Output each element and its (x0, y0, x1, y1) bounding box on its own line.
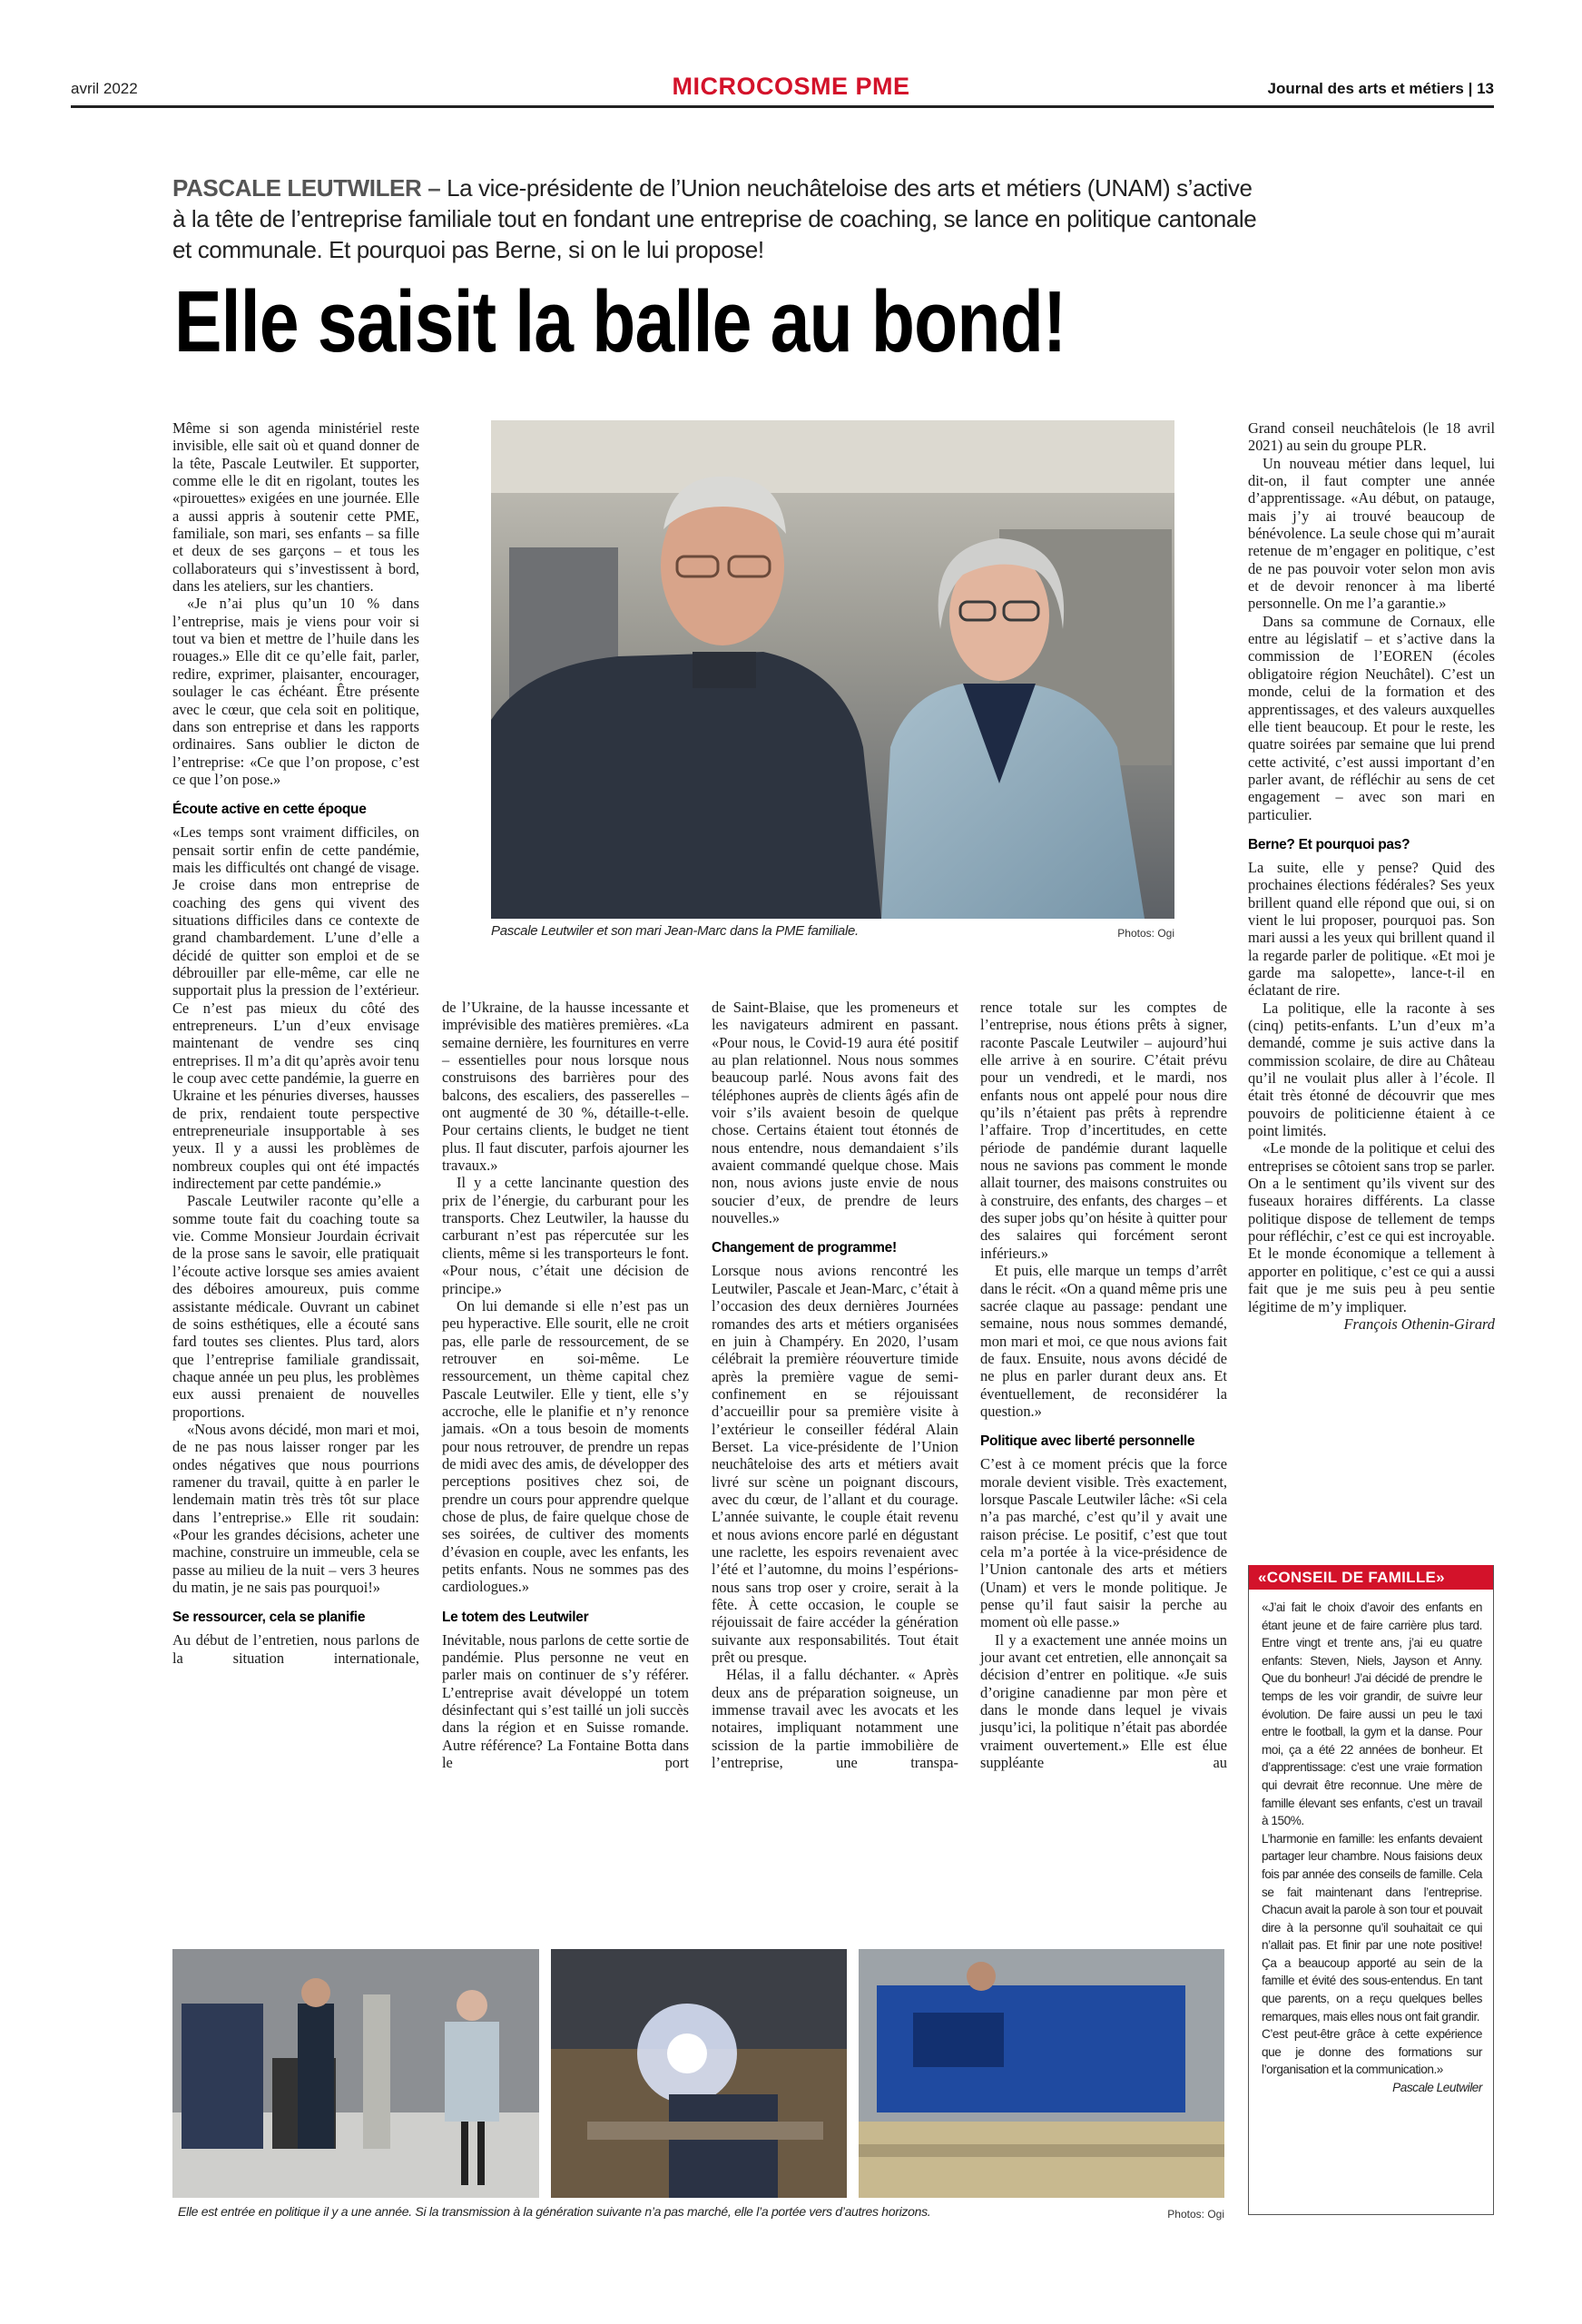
body-paragraph: Un nouveau métier dans lequel, lui dit-on, il faut compter une année d’apprentissage. «Au début, on patauge, mais j’y ai trouvé beaucoup de bénévolence. La seule chose qui m’aurait retenue de m’engager en politique, c’est de ne pas pouvoir voter selon mon avis et de devoir renoncer à ma liberté personnelle. On me l’a garantie.» (1248, 454, 1495, 613)
body-paragraph: Grand conseil neuchâtelois (le 18 avril 2021) au sein du groupe PLR. (1248, 419, 1495, 455)
body-paragraph: «Je n’ai plus qu’un 10 % dans l’entreprise, mais je viens pour voir si tout va bien et mettre de l’huile dans les rouages.» Elle dit ce qu’elle fait, parler, redire, exprimer, plaisanter, encourager, soulager le cas échéant. Être présente avec le cœur, que cela soit en politique, dans son entreprise et dans les rapports ordinaires. Sans oublier le dicton de l’entreprise: «Ce que l’on propose, c’est ce que l’on pose.» (172, 595, 419, 788)
column-4 (980, 999, 1227, 1771)
body-paragraph: Il y a cette lancinante question des prix de l’énergie, du carburant pour les transports. Chez Leutwiler, la hausse du carburant n’est pas répercutée sur les clients, même si les transporteurs le font. «Pour nous, c’était une décision de principe.» (442, 1174, 689, 1297)
sidebar-title: «CONSEIL DE FAMILLE» (1249, 1565, 1493, 1590)
section-heading: Le totem des Leutwiler (442, 1609, 589, 1625)
section-heading: Écoute active en cette époque (172, 802, 367, 818)
section-title: MICROCOSME PME (672, 73, 910, 100)
body-paragraph: Au début de l’entretien, nous parlons de la situation internationale, (172, 1631, 419, 1667)
article-author: François Othenin-Girard (1343, 1315, 1495, 1333)
body-paragraph: de l’Ukraine, de la hausse incessante et imprévisible des matières premières. «La semaine dernière, les fournitures en verre – essentielles pour nous lorsque nous construisons des barrières pour des balcons, des escaliers, des passerelles – ont augmenté de 30 %, détaille-t-elle. Pour certains clients, le budget ne tient plus. Il faut discuter, parfois ajourner les travaux.» (442, 999, 689, 1175)
body-paragraph: Pascale Leutwiler raconte qu’elle a somme toute fait du coaching toute sa vie. Comme Monsieur Jourdain écrivait de la prose sans le savoir, elle pratiquait l’écoute active lorsque ses amies avaient des déboires amoureux, puis comme assistante médicale. Ouvrant un cabinet de soins esthétiques, elle a écouté sans fard toutes ses clientes. Plus tard, alors que l’entreprise familiale grandissait, chaque année un peu plus, les problèmes eux aussi prenaient de nouvelles proportions. (172, 1192, 419, 1421)
section-heading: Politique avec liberté personnelle (980, 1433, 1195, 1450)
lead-text: La vice-présidente de l’Union neuchâteloise des arts et métiers (UNAM) s’active à la tête de l’entreprise familiale tout en fondant une entreprise de coaching, se lance en politique cantonale et communale. Et pourquoi pas Berne, si on le lui propose! (172, 174, 1257, 263)
column-5 (1248, 419, 1495, 1333)
column-1 (172, 419, 419, 1667)
body-paragraph: Même si son agenda ministériel reste invisible, elle sait où et quand donner de la tête, Pascale Leutwiler. Et supporter, comme elle le dit en rigolant, toutes les «pirouettes» exigées en une journée. Elle a aussi appris à soutenir cette PME, familiale, son mari, ses enfants – sa fille et deux de ses garçons – et tous les collaborateurs qui s’investissent à bord, dans les ateliers, sur les chantiers. (172, 419, 419, 596)
article-title: Elle saisit la balle au bond! (174, 273, 1066, 370)
body-paragraph: Et puis, elle marque un temps d’arrêt dans le récit. «On a quand même pris une sacrée claque au passage: pendant une semaine, nous nous sommes demandé, mon mari et moi, ce que nous avions fait de faux. Ensuite, nous avons décidé de ne plus en parler durant deux ans. Et éventuellement, de reconsidérer la question.» (980, 1262, 1227, 1420)
body-paragraph: La suite, elle y pense? Quid des prochaines élections fédérales? Ses yeux brillent quand elle répond que oui, si on vient le lui proposer, pourquoi pas. Son mari aussi a les yeux qui brillent quand il la regarde parler de politique. «Et moi je garde ma salopette», lance-t-il en éclatant de rire. (1248, 858, 1495, 1000)
body-paragraph: Inévitable, nous parlons de cette sortie de pandémie. Plus personne ne veut en parler mais on continuer de s’y référer. L’entreprise avait développé un totem désinfectant qui s’est taillé un joli succès dans la région et en Suisse romande. Autre référence? La Fontaine Botta dans le port (442, 1630, 689, 1772)
journal-name: Journal des arts et métiers (1267, 80, 1464, 97)
body-paragraph: Lorsque nous avions rencontré les Leutwiler, Pascale et Jean-Marc, c’était à l’occasion des deux dernières Journées romandes des arts et métiers organisées en juin à Champéry. En 2020, l’usam célébrait la première réouverture timide après la première vague de semi-confinement en se réjouissant d’accueillir pour sa première visite à l’extérieur le conseiller fédéral Alain Berset. La vice-présidente de l’Union neuchâteloise des arts et métiers avait livré sur scène un poignant discours, avec du cœur, de l’allant et du courage. L’année suivante, le couple était revenu et nous avions encore parlé en dégustant une raclette, les espoirs revenaient avec l’été et l’automne, du moins l’espérions-nous sans trop oser y croire, serait à la fête. À cette occasion, le couple se réjouissait de faire accéder la génération suivante aux responsabilités. Tout était prêt ou presque. (712, 1262, 958, 1667)
sidebar-box (1248, 1565, 1494, 2215)
body-paragraph: «Les temps sont vraiment difficiles, on pensait sortir enfin de cette pandémie, mais les difficultés ont changé de visage. Je croise dans mon entreprise de coaching des gens qui vivent des situations difficiles dans ce contexte de grand chambardement. L’une d’elle a décidé de quitter son emploi et de se débrouiller par elle-même, car elle ne supportait plus la pression de l’extérieur. Ce n’est pas mieux du côté des entrepreneurs. L’un d’eux envisage maintenant de vendre ses cinq entreprises. Il m’a dit qu’après avoir tenu le coup avec cette pandémie, la guerre en Ukraine et les pénuries diverses, hausses de prix, rendaient toute perspective entrepreneuriale insupportable à ses yeux. Il y a aussi les problèmes de nombreux couples qui ont été impactés indirectement par cette pandémie.» (172, 823, 419, 1193)
body-paragraph: «Le monde de la politique et celui des entreprises se côtoient sans trop se parler. On a le sentiment qu’ils vivent sur des fuseaux horaires différents. La classe politique dispose de tellement de temps pour réfléchir, c’est ce qui est incroyable. Et le monde économique a tellement à apporter en politique, c’est ce qui a aussi fait que je me suis peu à peu sentie légitime de m’y impliquer. (1248, 1139, 1495, 1315)
body-paragraph: Dans sa commune de Cornaux, elle entre au législatif – et s’active dans la commission de l’EOREN (écoles obligatoire région Neuchâtel). C’est un monde, celui de la formation et des apprentissages, et des valeurs auxquelles elle tient beaucoup. Et pour le reste, les quatre soirées par semaine que lui prend cette activité, c’est aussi important d’en parler avant, de réfléchir au sens de cet engagement – avec son mari en particulier. (1248, 612, 1495, 823)
body-paragraph: La politique, elle la raconte à ses (cinq) petits-enfants. L’un d’eux m’a demandé, comme je suis active dans la commission scolaire, de dire au Château qu’il ne voulait plus aller à l’école. Il était très étonné de découvrir que mes pouvoirs de politicienne étaient à ce point limités. (1248, 999, 1495, 1140)
page-number: 13 (1477, 80, 1494, 97)
body-paragraph: On lui demande si elle n’est pas un peu hyperactive. Elle sourit, elle ne croit pas, elle parle de ressourcement, de se retrouver en soi-même. Le ressourcement, un thème capital chez Pascale Leutwiler. Elle y tient, elle s’y accroche, elle le planifie et n’y renonce jamais. «On a tous besoin de moments pour nous retrouver, de prendre un repas de midi avec des amis, de développer des perceptions positives chez soi, de prendre un cours pour apprendre quelque chose de plus, de faire quelque chose de ses soirées, de cultiver des moments d’évasion en couple, avec les enfants, les petits enfants. Nous ne sommes pas des cardiologues.» (442, 1296, 689, 1596)
sidebar-paragraph: C’est peut-être grâce à cette expérience que je donne des formations sur l’organisation et la communication.» (1262, 2027, 1482, 2077)
bottom-photo-workshop (172, 1949, 539, 2198)
section-heading: Berne? Et pourquoi pas? (1248, 836, 1410, 852)
section-heading: Se ressourcer, cela se planifie (172, 1610, 366, 1626)
header-rule (71, 105, 1494, 108)
issue-date: avril 2022 (71, 80, 138, 97)
body-paragraph: rence totale sur les comptes de l’entreprise, nous étions prêts à signer, raconte Pascale Leutwiler – aujourd’hui elle arrive à en sourire. C’était prévu pour un vendredi, et le mardi, nos enfants nous ont appelé pour nous dire qu’ils n’étaient pas prêts à reprendre l’affaire. Trop d’incertitudes, en cette période de pandémie durant laquelle nous ne savions pas comment le monde allait tourner, des maisons construites ou à construire, des enfants, des charges – et des super jobs qu’on hésite à quitter pour des salaires qui forcément seront inférieurs.» (980, 999, 1227, 1262)
column-3 (712, 999, 958, 1771)
main-photo (491, 420, 1174, 919)
section-heading: Changement de programme! (712, 1240, 897, 1256)
sidebar-author: Pascale Leutwiler (1392, 2081, 1482, 2095)
column-2 (442, 999, 689, 1771)
bottom-photos-credit: Photos: Ogi (1167, 2208, 1224, 2221)
bottom-photos-caption: Elle est entrée en politique il y a une année. Si la transmission à la génération suivante n’a pas marché, elle l’a portée vers d’autres horizons. (178, 2204, 931, 2219)
lead-name: PASCALE LEUTWILER – (172, 174, 441, 202)
body-paragraph: de Saint-Blaise, que les promeneurs et les navigateurs admirent en passant. «Pour nous, le Covid-19 aura été positif au plan relationnel. Nous nous sommes beaucoup parlé. Nous avons fait des téléphones auprès de clients âgés afin de voir s’ils avaient besoin de quelque chose. Certains étaient tout étonnés de nous entendre, nous demandaient s’ils avaient commandé quelque chose. Mais non, nous avions juste envie de nous soucier d’eux, de prendre de leurs nouvelles.» (712, 999, 958, 1227)
sidebar-paragraph: L’harmonie en famille: les enfants devaient partager leur chambre. Nous faisions deux fois par année des conseils de famille. Cela se fait maintenant dans l’entreprise. Chacun avait la parole à son tour et pouvait dire à la personne qu’il souhaitait ce qui n’allait pas. Et finir par une note positive! Ça a beaucoup apporté au sein de la famille et évité des sous-entendus. En tant que parents, on a reçu quelques belles remarques, mais elles nous ont fait grandir. (1262, 1831, 1482, 2024)
body-paragraph: Il y a exactement une année moins un jour avant cet entretien, elle annonçait sa décision d’entrer en politique. «Je suis d’origine canadienne par mon père et dans le monde dans lequel je vivais jusqu’ici, la politique n’était pas abordée vraiment ouvertement.» Elle est élue suppléante au (980, 1630, 1227, 1772)
sidebar-paragraph: «J’ai fait le choix d’avoir des enfants en étant jeune et de faire carrière plus tard. Entre vingt et trente ans, j’ai eu quatre enfants: Steven, Niels, Jayson et Anny. Que du bonheur! J’ai décidé de prendre le temps de les voir grandir, de suivre leur évolution. De faire aussi un peu le taxi entre le football, la gym et la danse. Pour moi, ça a été 22 années de bonheur. Et d’apprentissage: c’est une vraie formation qui devrait être reconnue. Une mère de famille élevant ses enfants, c’est un travail à 150%. (1262, 1600, 1482, 1828)
sidebar-body (1249, 1590, 1493, 2097)
main-photo-credit: Photos: Ogi (1117, 927, 1174, 940)
article-lead (172, 172, 1262, 265)
body-paragraph: «Nous avons décidé, mon mari et moi, de ne pas nous laisser ronger par les ondes négatives que nous pourrions ramener du travail, quitte à en parler le lendemain matin très très tôt sur place dans l’entreprise.» Elle rit soudain: «Pour les grandes décisions, acheter une machine, construire un immeuble, cela se passe au milieu de la nuit – vers 3 heures du matin, je ne sais pas pourquoi!» (172, 1420, 419, 1596)
bottom-photo-welding (551, 1949, 847, 2198)
main-photo-caption: Pascale Leutwiler et son mari Jean-Marc dans la PME familiale. (491, 923, 859, 939)
journal-name-page: Journal des arts et métiers | 13 (1267, 80, 1494, 97)
bottom-photo-machine (859, 1949, 1224, 2198)
body-paragraph: Hélas, il a fallu déchanter. « Après deux ans de préparation soigneuse, un immense travail avec les avocats et les notaires, impliquant notamment une scission de la partie immobilière de l’entreprise, une transpa- (712, 1666, 958, 1772)
body-paragraph: C’est à ce moment précis que la force morale devient visible. Très exactement, lorsque Pascale Leutwiler lâche: «Si cela n’a pas marché, c’est qu’il y avait une raison précise. Le positif, c’est que tout cela m’a portée à la vice-présidence de l’Union cantonale des arts et métiers (Unam) et vers le monde politique. Je pense qu’il faut saisir la perche au moment où elle passe.» (980, 1455, 1227, 1631)
